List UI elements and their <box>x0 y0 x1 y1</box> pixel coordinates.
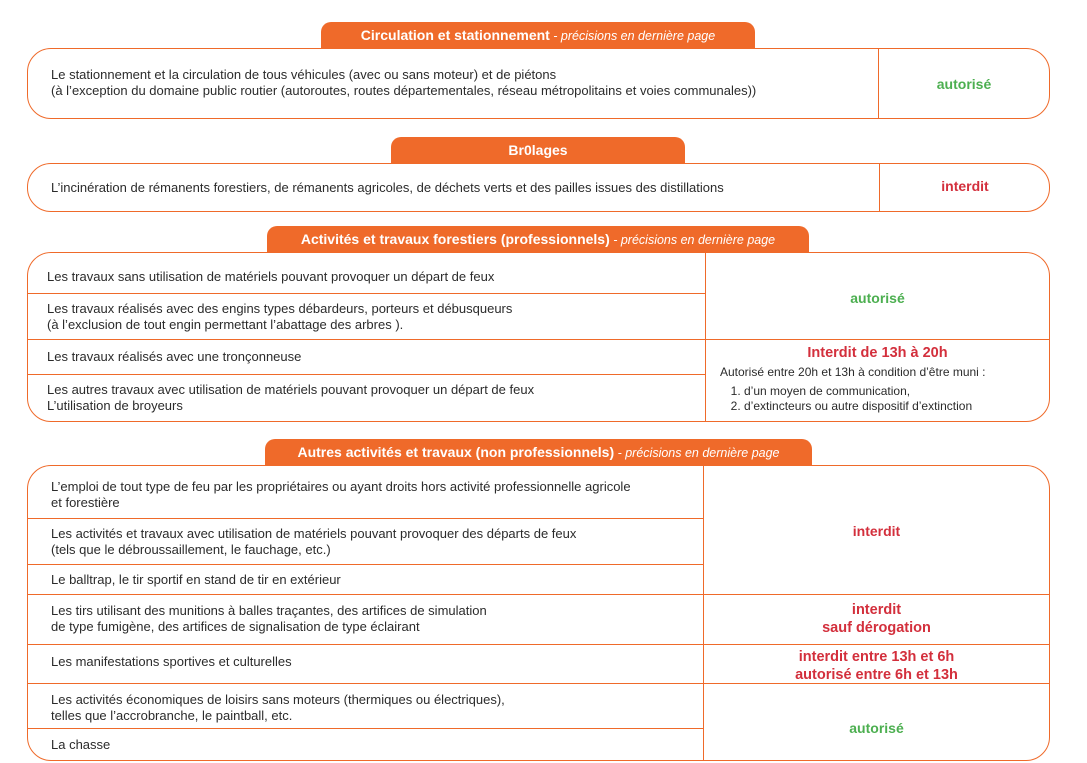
table-row: La chasse <box>51 737 111 752</box>
section-subtitle: - précisions en dernière page <box>609 233 776 247</box>
section-tab-forestiers <box>267 226 809 253</box>
table-row: Les travaux sans utilisation de matériels pouvant provoquer un départ de feux <box>47 269 495 284</box>
row-text: Le stationnement et la circulation de tous véhicules (avec ou sans moteur) et de piétons (à l’exception du domaine public routier (autoroutes, routes départementales, réseau métropolitains et voies communales)) <box>51 67 757 98</box>
status-badge: autorisé <box>850 290 905 306</box>
status-badge: interdit entre 13h et 6h autorisé entre 6h et 13h <box>795 649 958 683</box>
list-item: 2. d’extincteurs ou autre dispositif d’extinction <box>744 399 1040 414</box>
table-row: Les travaux réalisés avec une tronçonneuse <box>47 349 302 364</box>
status-badge: Interdit de 13h à 20h <box>807 345 948 361</box>
status-badge: autorisé <box>936 76 992 92</box>
section-subtitle: - précisions en dernière page <box>614 446 780 460</box>
table-row: Le balltrap, le tir sportif en stand de tir en extérieur <box>51 572 341 587</box>
status-badge: interdit <box>941 178 989 194</box>
list-item: 1. d’un moyen de communication, <box>744 384 1040 399</box>
table-row: Les manifestations sportives et culturelles <box>51 654 292 669</box>
table-row: Les activités économiques de loisirs sans moteurs (thermiques ou électriques), telles que l’accrobranche, le paintball, etc. <box>51 692 505 723</box>
section-tab-circulation <box>321 22 755 49</box>
table-row: Les autres travaux avec utilisation de matériels pouvant provoquer un départ de feux L’utilisation de broyeurs <box>47 382 535 413</box>
status-badge: interdit <box>852 523 901 539</box>
table-row: Les activités et travaux avec utilisation de matériels pouvant provoquer des départs de feux (tels que le débroussaillement, le fauchage, etc.) <box>51 526 577 557</box>
section-title: Circulation et stationnement <box>360 27 550 43</box>
section-subtitle: - précisions en dernière page <box>549 29 716 43</box>
row-text: L’incinération de rémanents forestiers, de rémanents agricoles, de déchets verts et des pailles issues des distillations <box>51 180 724 195</box>
status-badge: autorisé <box>849 720 904 736</box>
status-badge: interdit sauf dérogation <box>822 602 931 636</box>
section-title: Activités et travaux forestiers (professionnels) <box>300 231 610 247</box>
section-title: Autres activités et travaux (non professionnels) <box>297 444 615 460</box>
section-title: Br0lages <box>508 142 568 158</box>
table-row: L’emploi de tout type de feu par les propriétaires ou ayant droits hors activité professionnelle agricole et forestière <box>51 479 631 510</box>
section-tab-autres <box>265 439 812 466</box>
section-tab-brulages <box>391 137 685 164</box>
condition-note: Autorisé entre 20h et 13h à condition d’être muni : 1. d’un moyen de communication, 2. d’extincteurs ou autre dispositif d’extinction <box>720 365 1040 414</box>
table-row: Les travaux réalisés avec des engins types débardeurs, porteurs et débusqueurs (à l’exclusion de tout engin permettant l’abattage des arbres ). <box>47 301 513 332</box>
table-row: Les tirs utilisant des munitions à balles traçantes, des artifices de simulation de type fumigène, des artifices de signalisation de type éclairant <box>51 603 487 634</box>
